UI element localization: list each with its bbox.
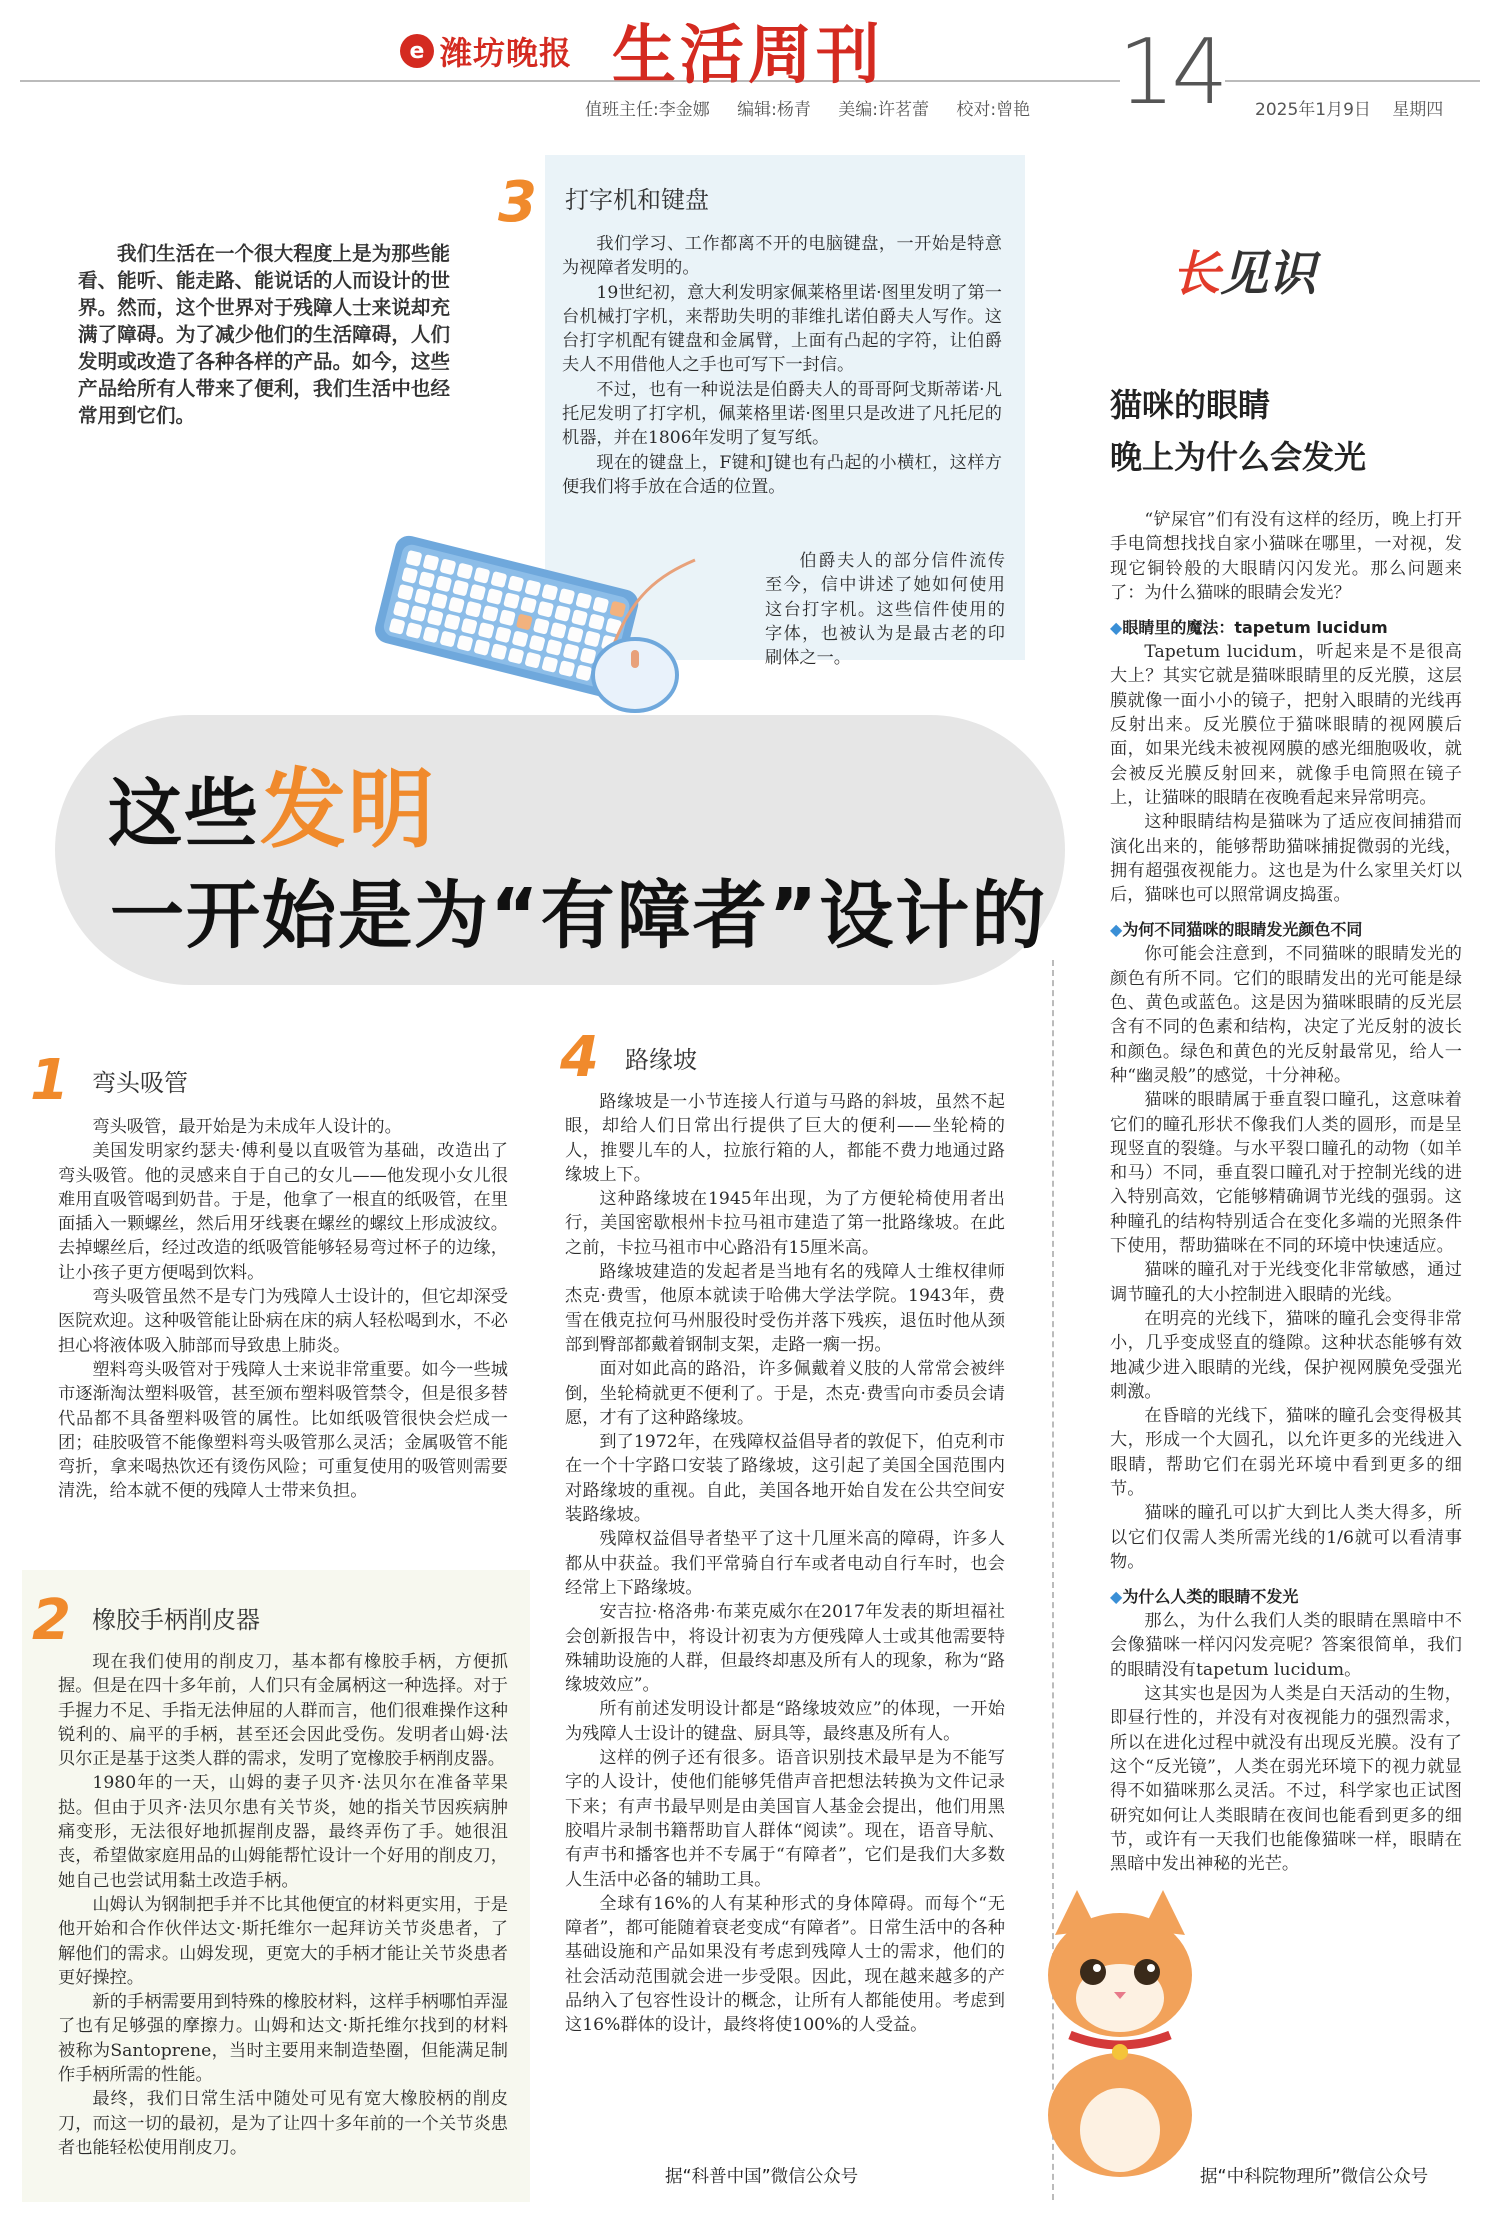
subheading-text: 为何不同猫咪的眼睛发光颜色不同 <box>1122 920 1363 940</box>
article-title-line1: 猫咪的眼睛 <box>1110 386 1271 424</box>
paragraph: 猫咪的瞳孔可以扩大到比人类大得多，所以它们仅需人类所需光线的1/6就可以看清事物。 <box>1110 1503 1462 1572</box>
logo-mark-icon: e <box>400 34 434 68</box>
section4-source: 据“科普中国”微信公众号 <box>665 2167 859 2187</box>
section1-body <box>58 1115 508 1504</box>
mouse-icon <box>593 639 677 711</box>
paragraph: 这样的例子还有很多。语音识别技术最早是为不能写字的人设计，使他们能够凭借声音把想法转换为文件记录下来；有声书最早则是由美国盲人基金会提出，他们用黑胶唱片录制书籍帮助盲人群体“阅读”。现在，语音导航、有声书和播客也并不专属于“有障者”，它们是我们大多数人生活中必备的辅助工具。 <box>565 1748 1005 1890</box>
editor-credit: 美编:许茗蕾 <box>838 100 930 120</box>
editor-credit: 值班主任:李金娜 <box>585 100 710 120</box>
paragraph: 全球有16%的人有某种形式的身体障碍。而每个“无障者”，都可能随着衰老变成“有障者”。日常生活中的各种基础设施和产品如果没有考虑到残障人士的需求，他们的社会活动范围就会进一步受限。因此，现在越来越多的产品纳入了包容性设计的概念，让所有人都能使用。考虑到这16%群体的设计，最终将使100%的人受益。 <box>565 1893 1005 2036</box>
paragraph: 弯头吸管虽然不是专门为残障人士设计的，但它却深受医院欢迎。这种吸管能让卧病在床的病人轻松喝到水，不必担心将液体吸入肺部而导致患上肺炎。 <box>58 1287 508 1356</box>
diamond-icon: ◆ <box>1110 618 1123 638</box>
section1-number: 1 <box>30 1048 69 1113</box>
intro-text: 我们生活在一个很大程度上是为那些能看、能听、能走路、能说话的人而设计的世界。然而，这个世界对于残障人士来说却充满了障碍。为了减少他们的生活障碍，人们发明或改造了各种各样的产品。如今，这些产品给所有人带来了便利，我们生活中也经常用到它们。 <box>78 242 450 427</box>
headline-accent: 发明 <box>260 760 436 860</box>
brand-text: 见识 <box>1220 246 1317 302</box>
paragraph: 塑料弯头吸管对于残障人士来说非常重要。如今一些城市逐渐淘汰塑料吸管，甚至颁布塑料吸管禁令，但是很多替代品都不具备塑料吸管的属性。比如纸吸管很快会烂成一团；硅胶吸管不能像塑料弯头吸管那么灵活；金属吸管不能弯折，拿来喝热饮还有烫伤风险；可重复使用的吸管则需要清洗，给本就不便的残障人士带来负担。 <box>58 1359 508 1502</box>
section2-title: 橡胶手柄削皮器 <box>92 1606 260 1634</box>
newspaper-logo <box>400 28 572 74</box>
section1-title: 弯头吸管 <box>92 1069 188 1097</box>
paragraph: 新的手柄需要用到特殊的橡胶材料，这样手柄哪怕弄湿了也有足够强的摩擦力。山姆和达文·斯托维尔找到的材料被称为Santoprene，当时主要用来制造垫圈，但能满足制作手柄所需的性能。 <box>58 1992 508 2086</box>
section4-body <box>565 1090 1005 2038</box>
cat-eye-right <box>1134 1959 1160 1985</box>
diamond-icon: ◆ <box>1110 1587 1123 1607</box>
paragraph: Tapetum lucidum，听起来是不是很高大上？其实它就是猫咪眼睛里的反光膜，这层膜就像一面小小的镜子，把射入眼睛的光线再反射出来。反光膜位于猫咪眼睛的视网膜后面，如果光线未被视网膜的感光细胞吸收，就会被反光膜反射回来，就像手电筒照在镜子上，让猫咪的眼睛在夜晚看起来异常明亮。 <box>1110 642 1462 808</box>
issue-date <box>1255 95 1459 120</box>
section2-number: 2 <box>32 1588 71 1653</box>
headline-text: 这些 <box>108 771 260 857</box>
paragraph: 这种路缘坡在1945年出现，为了方便轮椅使用者出行，美国密歇根州卡拉马祖市建造了第一批路缘坡。在此之前，卡拉马祖市中心路沿有15厘米高。 <box>565 1189 1005 1258</box>
subheading-text: 眼睛里的魔法：tapetum lucidum <box>1122 618 1388 638</box>
paragraph: 这其实也是因为人类是白天活动的生物，即昼行性的，并没有对夜视能力的强烈需求，所以在进化过程中就没有出现反光膜。没有了这个“反光镜”，人类在弱光环境下的视力就显得不如猫咪那么灵活。不过，科学家也正试图研究如何让人类眼睛在夜间也能看到更多的细节，或许有一天我们也能像猫咪一样，眼睛在黑暗中发出神秘的光芒。 <box>1110 1684 1462 1875</box>
article-title-line2: 晚上为什么会发光 <box>1110 438 1367 476</box>
page-number: 14 <box>1118 20 1225 125</box>
keyboard-mouse-illustration <box>360 535 705 720</box>
editor-credit: 校对:曾艳 <box>956 100 1031 120</box>
section-title: 生活周刊 <box>612 19 884 93</box>
paragraph: 我们学习、工作都离不开的电脑键盘，一开始是特意为视障者发明的。 <box>562 234 1002 279</box>
paragraph: 1980年的一天，山姆的妻子贝齐·法贝尔在准备苹果挞。但由于贝齐·法贝尔患有关节炎，她的指关节因疾病肿痛变形，无法很好地抓握削皮器，最终弄伤了手。她很沮丧，希望做家庭用品的山姆能帮忙设计一个好用的削皮刀，她自己也尝试用黏土改造手柄。 <box>58 1773 508 1891</box>
paragraph: 安吉拉·格洛弗·布莱克威尔在2017年发表的斯坦福社会创新报告中，将设计初衷为方便残障人士或其他需要特殊辅助设施的人群，但最终却惠及所有人的现象，称为“路缘坡效应”。 <box>565 1602 1005 1696</box>
section4-title: 路缘坡 <box>625 1046 697 1074</box>
section3-title: 打字机和键盘 <box>565 186 709 214</box>
section3-body <box>562 232 1002 499</box>
paragraph: 山姆认为钢制把手并不比其他便宜的材料更实用，于是他开始和合作伙伴达文·斯托维尔一起拜访关节炎患者，了解他们的需求。山姆发现，更宽大的手柄才能让关节炎患者更好操控。 <box>58 1894 508 1988</box>
subheading <box>1110 615 1462 638</box>
paragraph: 最终，我们日常生活中随处可见有宽大橡胶柄的削皮刀，而这一切的最初，是为了让四十多年前的一个关节炎患者也能轻松使用削皮刀。 <box>58 2089 508 2158</box>
paragraph: 在昏暗的光线下，猫咪的瞳孔会变得极其大，形成一个大圆孔，以允许更多的光线进入眼睛，帮助它们在弱光环境中看到更多的细节。 <box>1110 1406 1462 1499</box>
headline-line2: 一开始是为“有障者”设计的 <box>110 873 1048 959</box>
paragraph: 你可能会注意到，不同猫咪的眼睛发光的颜色有所不同。它们的眼睛发出的光可能是绿色、黄色或蓝色。这是因为猫咪眼睛的反光层含有不同的色素和结构，决定了光反射的波长和颜色。绿色和黄色的光反射最常见，给人一种“幽灵般”的感觉，十分神秘。 <box>1110 944 1462 1086</box>
column-brand-logo <box>1172 235 1316 304</box>
paragraph: 现在的键盘上，F键和J键也有凸起的小横杠，这样方便我们将手放在合适的位置。 <box>562 452 1002 497</box>
paragraph: 猫咪的眼睛属于垂直裂口瞳孔，这意味着它们的瞳孔形状不像我们人类的圆形，而是呈现竖直的裂缝。与水平裂口瞳孔的动物（如羊和马）不同，垂直裂口瞳孔对于控制光线的进入特别高效，它能够精确调节光线的强弱。这种瞳孔的结构特别适合在变化多端的光照条件下使用，帮助猫咪在不同的环境中快速适应。 <box>1110 1090 1462 1257</box>
header-rule <box>20 80 1120 82</box>
section4-number: 4 <box>560 1025 599 1090</box>
diamond-icon: ◆ <box>1110 920 1123 940</box>
cat-eye-left <box>1080 1959 1106 1985</box>
paragraph: 路缘坡是一小节连接人行道与马路的斜坡，虽然不起眼，却给人们日常出行提供了巨大的便利——坐轮椅的人，推婴儿车的人，拉旅行箱的人，都能不费力地通过路缘坡上下。 <box>565 1092 1005 1185</box>
weekday-text: 星期四 <box>1392 100 1444 120</box>
paragraph: 这种眼睛结构是猫咪为了适应夜间捕猎而演化出来的，能够帮助猫咪捕捉微弱的光线，拥有超强夜视能力。这也是为什么家里关灯以后，猫咪也可以照常调皮捣蛋。 <box>1110 812 1462 906</box>
paragraph: 面对如此高的路沿，许多佩戴着义肢的人常常会被绊倒，坐轮椅就更不便利了。于是，杰克·费雪向市委员会请愿，才有了这种路缘坡。 <box>565 1359 1005 1428</box>
editor-credits <box>585 95 1052 120</box>
paragraph: 美国发明家约瑟夫·傅利曼以直吸管为基础，改造出了弯头吸管。他的灵感来自于自己的女儿——他发现小女儿很难用直吸管喝到奶昔。于是，他拿了一根直的纸吸管，在里面插入一颗螺丝，然后用牙线裹在螺丝的螺纹上形成波纹。去掉螺丝后，经过改造的纸吸管能够轻易弯过杯子的边缘，让小孩子更方便喝到饮料。 <box>58 1141 508 1283</box>
section3-body-narrow <box>765 549 1005 670</box>
headline-line1 <box>108 740 436 864</box>
subheading-text: 为什么人类的眼睛不发光 <box>1122 1587 1299 1607</box>
paragraph: 猫咪的瞳孔对于光线变化非常敏感，通过调节瞳孔的大小控制进入眼睛的光线。 <box>1110 1260 1462 1305</box>
subheading <box>1110 1584 1462 1607</box>
cat-illustration <box>1025 1880 1215 2180</box>
paragraph: 那么，为什么我们人类的眼睛在黑暗中不会像猫咪一样闪闪发亮呢？答案很简单，我们的眼睛没有tapetum lucidum。 <box>1110 1611 1462 1680</box>
paragraph: 弯头吸管，最开始是为未成年人设计的。 <box>92 1117 402 1137</box>
editor-credit: 编辑:杨青 <box>737 100 811 120</box>
article-source: 据“中科院物理所”微信公众号 <box>1200 2167 1429 2187</box>
paragraph: 不过，也有一种说法是伯爵夫人的哥哥阿戈斯蒂诺·凡托尼发明了打字机，佩莱格里诺·图里只是改进了凡托尼的机器，并在1806年发明了复写纸。 <box>562 379 1002 449</box>
section3-number: 3 <box>498 170 537 235</box>
paragraph: 残障权益倡导者垫平了这十几厘米高的障碍，许多人都从中获益。我们平常骑自行车或者电动自行车时，也会经常上下路缘坡。 <box>565 1529 1005 1598</box>
paragraph: 伯爵夫人的部分信件流传至今，信中讲述了她如何使用这台打字机。这些信件使用的字体，也被认为是最古老的印刷体之一。 <box>765 551 1005 669</box>
paragraph: “铲屎官”们有没有这样的经历，晚上打开手电筒想找找自家小猫咪在哪里，一对视，发现它铜铃般的大眼睛闪闪发光。那么问题来了：为什么猫咪的眼睛会发光？ <box>1110 510 1462 603</box>
date-text: 2025年1月9日 <box>1255 100 1371 120</box>
header-rule-right <box>1225 80 1480 82</box>
article-body <box>1110 508 1462 1876</box>
logo-text: 潍坊晚报 <box>440 34 573 72</box>
brand-char: 长 <box>1172 246 1221 302</box>
paragraph: 现在我们使用的削皮刀，基本都有橡胶手柄，方便抓握。但是在四十多年前，人们只有金属柄这一种选择。对于手握力不足、手指无法伸屈的人群而言，他们很难操作这种锐利的、扁平的手柄，甚至还会因此受伤。发明者山姆·法贝尔正是基于这类人群的需求，发明了宽橡胶手柄削皮器。 <box>58 1652 508 1770</box>
section2-body <box>58 1650 508 2160</box>
paragraph: 在明亮的光线下，猫咪的瞳孔会变得非常小，几乎变成竖直的缝隙。这种状态能够有效地减少进入眼睛的光线，保护视网膜免受强光刺激。 <box>1110 1308 1462 1402</box>
paragraph: 路缘坡建造的发起者是当地有名的残障人士维权律师杰克·费雪，他原本就读于哈佛大学法学院。1943年，费雪在俄克拉何马州服役时受伤并落下残疾，退伍时他从颈部到臀部都戴着钢制支架，走路一瘸一拐。 <box>565 1262 1005 1355</box>
paragraph: 19世纪初，意大利发明家佩莱格里诺·图里发明了第一台机械打字机，来帮助失明的菲维扎诺伯爵夫人写作。这台打字机配有键盘和金属臂，上面有凸起的字符，让伯爵夫人不用借他人之手也可写下一封信。 <box>562 282 1002 376</box>
subheading <box>1110 917 1462 940</box>
paragraph: 所有前述发明设计都是“路缘坡效应”的体现，一开始为残障人士设计的键盘、厨具等，最终惠及所有人。 <box>565 1699 1005 1744</box>
paragraph: 到了1972年，在残障权益倡导者的敦促下，伯克利市在一个十字路口安装了路缘坡，这引起了美国全国范围内对路缘坡的重视。自此，美国各地开始自发在公共空间安装路缘坡。 <box>565 1432 1005 1526</box>
